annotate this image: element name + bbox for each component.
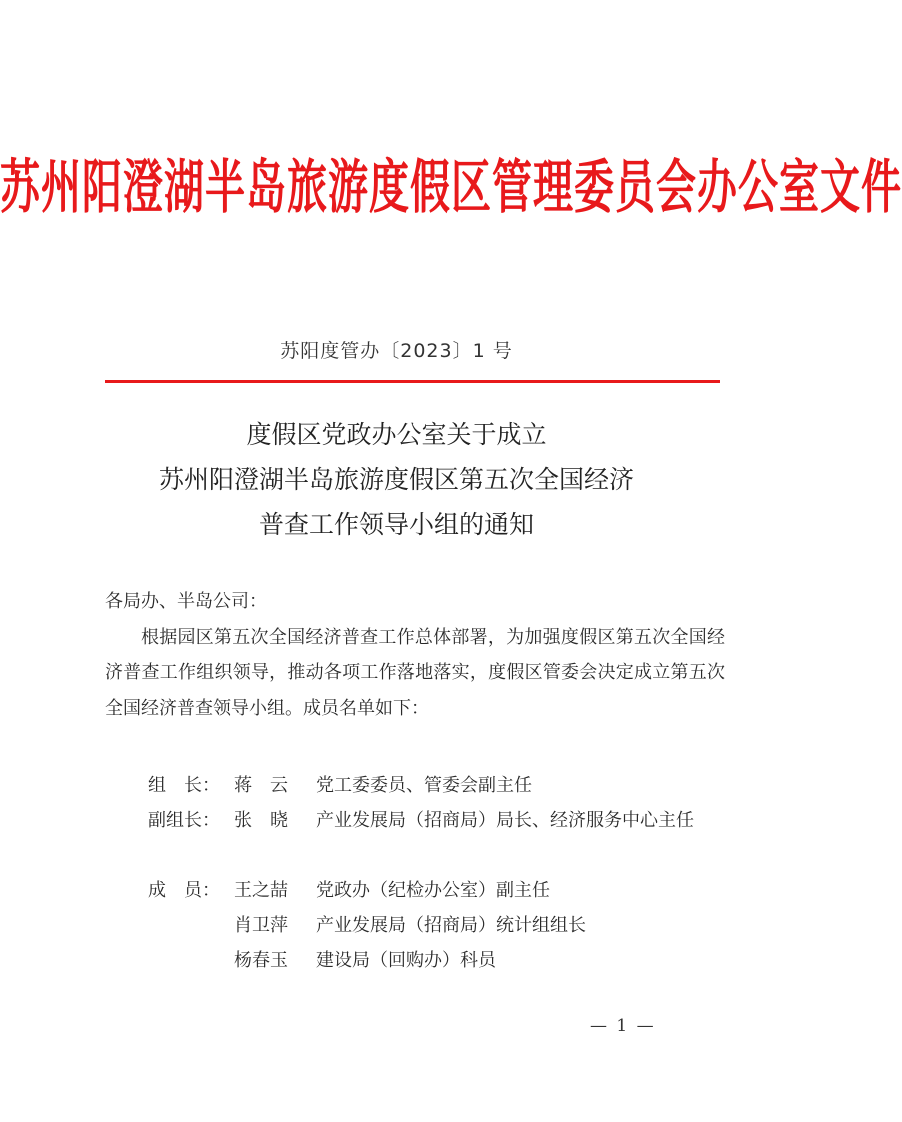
member-name: 张 晓: [234, 810, 288, 831]
member-position: 党工委委员、管委会副主任: [316, 775, 532, 796]
member-role: 成 员：: [148, 880, 220, 901]
red-divider-line: [105, 380, 720, 383]
member-role: 副组长：: [148, 810, 220, 831]
title-line-1: 度假区党政办公室关于成立: [246, 420, 547, 449]
page-number: — 1 —: [590, 1016, 656, 1036]
member-name: 蒋 云: [234, 775, 288, 796]
title-line-3: 普查工作领导小组的通知: [258, 510, 534, 539]
member-position: 产业发展局（招商局）统计组组长: [316, 915, 586, 936]
member-position: 党政办（纪检办公室）副主任: [316, 880, 550, 901]
title-line-2: 苏州阳澄湖半岛旅游度假区第五次全国经济: [158, 465, 634, 494]
member-name: 杨春玉: [234, 950, 288, 971]
member-name: 王之喆: [234, 880, 288, 901]
notice-title: [0, 412, 793, 547]
body-paragraph: 根据园区第五次全国经济普查工作总体部署，为加强度假区第五次全国经济普查工作组织领导，推动各项工作落地落实，度假区管委会决定成立第五次全国经济普查领导小组。成员名单如下：: [105, 626, 725, 719]
document-number: 苏阳度管办〔2023〕1 号: [280, 340, 513, 362]
member-position: 建设局（回购办）科员: [316, 950, 496, 971]
member-position: 产业发展局（招商局）局长、经济服务中心主任: [316, 810, 694, 831]
member-name: 肖卫萍: [234, 915, 288, 936]
masthead-text: 苏州阳澄湖半岛旅游度假区管理委员会办公室文件: [0, 153, 902, 222]
notice-body: [105, 584, 725, 726]
salutation: 各局办、半岛公司：: [105, 591, 267, 612]
member-role: 组 长：: [148, 775, 220, 796]
masthead-title: [0, 148, 902, 228]
